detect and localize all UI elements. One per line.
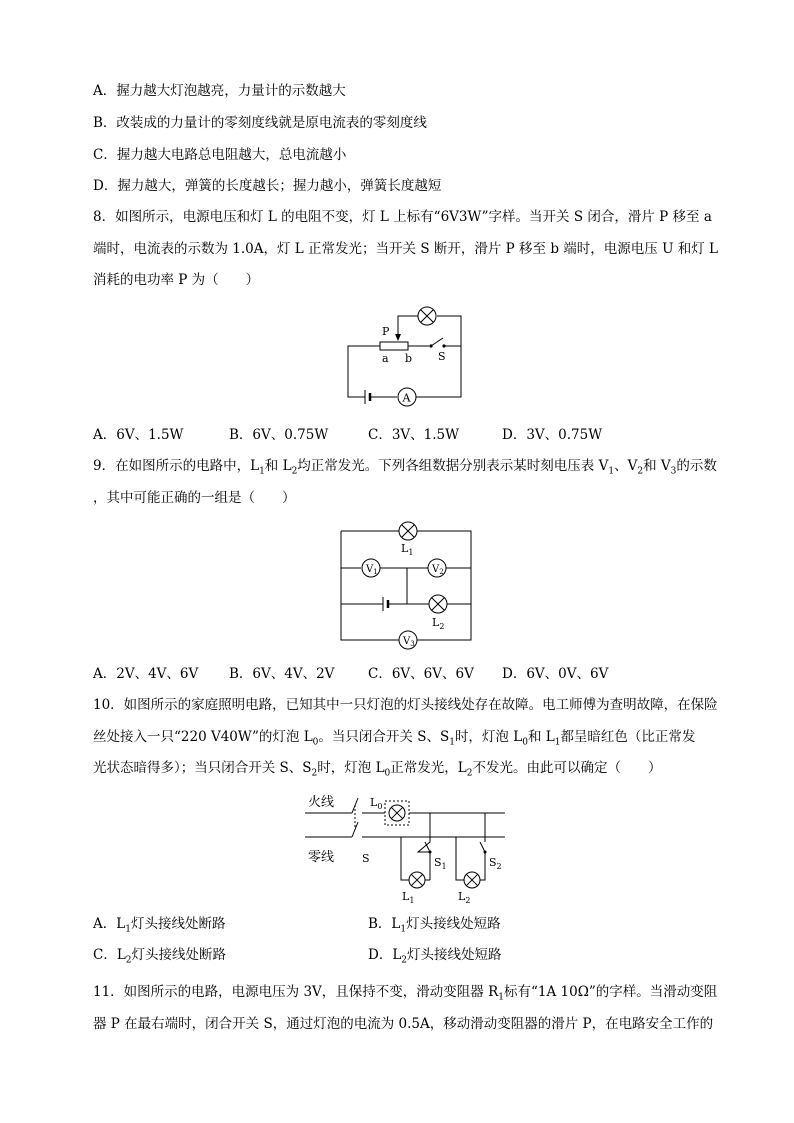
q10-option-a: A．$L_1$灯头接线处断路 — [93, 916, 226, 935]
q7-option-a: A．握力越大灯泡越亮，力量计的示数越大 — [93, 83, 346, 99]
q7-option-b: B．改装成的力量计的零刻度线就是原电流表的零刻度线 — [93, 115, 427, 131]
q10-switch-s2-icon — [480, 842, 485, 852]
q10-label-s: S — [362, 852, 370, 865]
q8-wire-lamp-to-slider — [398, 316, 418, 338]
q9-stem-line2: ，其中可能正确的一组是（ ） — [93, 490, 296, 506]
q10-label-l2: $L_2$ — [458, 890, 471, 905]
q10-label-neutral-wire: 零线 — [308, 850, 335, 865]
q8-label-s: S — [438, 350, 446, 363]
q8-circuit-diagram — [340, 302, 470, 414]
q9-voltmeter-v1-label: $V_1$ — [366, 564, 378, 576]
q8-rheostat-icon — [380, 342, 408, 350]
q9-voltmeter-v2-label: $V_2$ — [432, 564, 444, 576]
q9-option-c: C．6V、6V、6V — [368, 666, 474, 682]
q8-option-b: B．6V、0.75W — [229, 427, 329, 443]
q10-option-d: D．$L_2$灯头接线处短路 — [368, 947, 502, 966]
q8-slider-arrow — [395, 334, 401, 341]
q8-option-c: C．3V、1.5W — [368, 427, 460, 443]
q9-option-b: B．6V、4V、2V — [229, 666, 335, 682]
q8-stem-line1: 8．如图所示，电源电压和灯 L 的电阻不变，灯 L 上标有“6V3W”字样。当开关 S 闭合，滑片 P 移至 a — [93, 209, 712, 225]
q8-label-p: P — [382, 325, 390, 338]
q7-option-c: C．握力越大电路总电阻越大，总电流越小 — [93, 147, 347, 163]
q10-option-c: C．$L_2$灯头接线处断路 — [93, 947, 227, 966]
q7-option-d: D．握力越大，弹簧的长度越长；握力越小，弹簧长度越短 — [93, 178, 442, 194]
q9-voltmeter-v3-label: $V_3$ — [403, 636, 415, 648]
q8-option-a: A．6V、1.5W — [93, 427, 184, 443]
q9-circuit-diagram — [336, 518, 476, 654]
q9-stem-line1: 9．在如图所示的电路中，$L_1$和 $L_2$均正常发光。下列各组数据分别表示某时刻电压表 $V_1$、$V_2$和 $V_3$的示数 — [93, 458, 717, 477]
q10-label-l0: $L_0$ — [370, 796, 383, 811]
q10-label-s2: $S_2$ — [489, 856, 502, 871]
q10-label-l1: $L_1$ — [402, 890, 415, 905]
q8-option-d: D．3V、0.75W — [502, 427, 603, 443]
q10-label-s1: $S_1$ — [434, 856, 447, 871]
q8-wire-left — [348, 346, 380, 397]
q11-stem-line2: 器 P 在最右端时，闭合开关 S，通过灯泡的电流为 0.5A，移动滑动变阻器的滑片 P，在电路安全工作的 — [93, 1016, 714, 1032]
q8-stem-line3: 消耗的电功率 P 为（ ） — [93, 272, 260, 288]
q10-option-b: B．$L_1$灯头接线处短路 — [368, 916, 501, 935]
q8-ammeter-label: A — [402, 391, 411, 405]
q10-stem-line3: 光状态暗得多）；当只闭合开关 S、$S_2$时，灯泡 $L_0$正常发光，$L_2$不发光。由此可以确定（ ） — [93, 760, 662, 779]
q9-option-a: A．2V、4V、6V — [93, 666, 199, 682]
q8-label-a: a — [382, 352, 389, 365]
q11-stem-line1: 11．如图所示的电路，电源电压为 3V，且保持不变，滑动变阻器 $R_1$标有“1A 10Ω”的字样。当滑动变阻 — [93, 984, 718, 1003]
q9-label-l2: $L_2$ — [432, 616, 445, 631]
q10-stem-line2: 丝处接入一只“220 V40W”的灯泡 $L_0$。当只闭合开关 S、$S_1$时，灯泡 $L_0$和 $L_1$都呈暗红色（比正常发 — [93, 729, 696, 748]
q9-label-l1: $L_1$ — [401, 542, 414, 557]
q10-label-live-wire: 火线 — [308, 795, 335, 810]
q8-stem-line2: 端时，电流表的示数为 1.0A，灯 L 正常发光；当开关 S 断开，滑片 P 移至 b 端时，电源电压 U 和灯 L — [93, 241, 718, 257]
q9-option-d: D．6V、0V、6V — [502, 666, 609, 682]
q10-stem-line1: 10．如图所示的家庭照明电路，已知其中一只灯泡的灯头接线处存在故障。电工师傅为查明故障，在保险 — [93, 697, 718, 713]
q8-label-b: b — [405, 352, 413, 365]
q10-circuit-diagram — [300, 790, 510, 905]
q8-switch-icon — [431, 338, 443, 346]
